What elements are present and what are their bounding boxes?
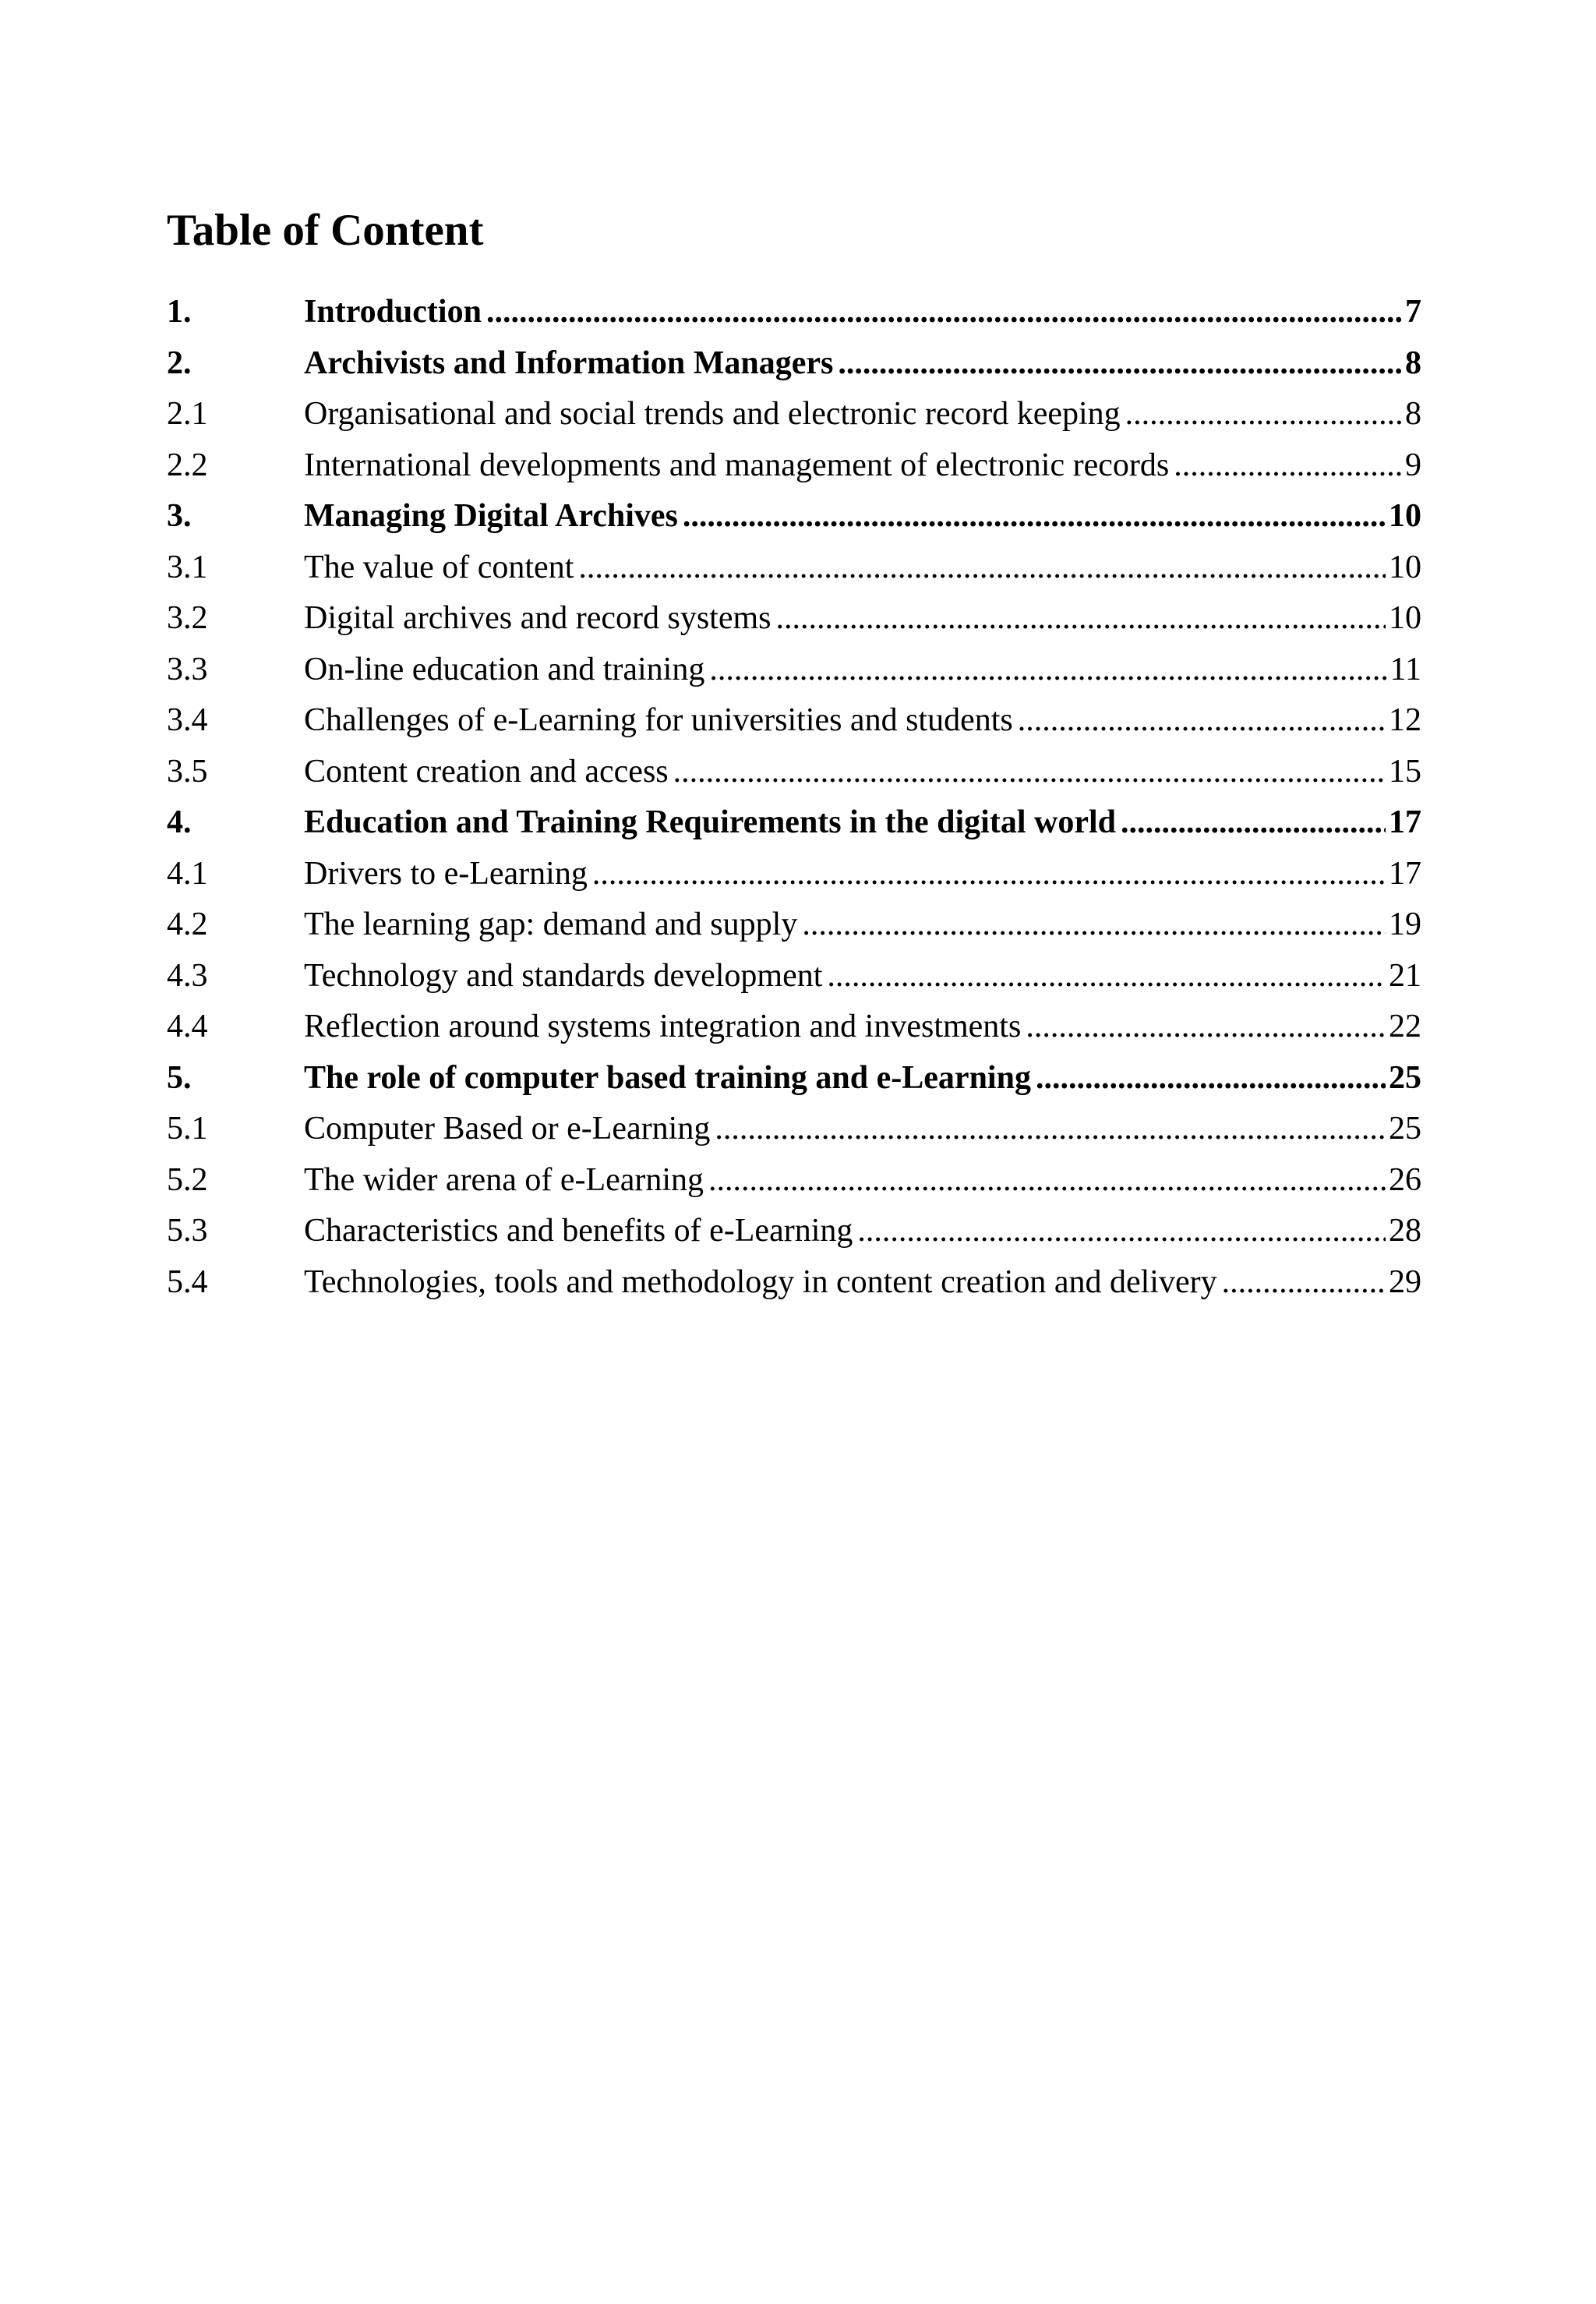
toc-entry-title: Digital archives and record systems	[304, 600, 772, 636]
toc-entry[interactable]	[167, 287, 1421, 338]
toc-dot-leader	[592, 849, 1386, 900]
toc-entry-title: Education and Training Requirements in the digital world	[304, 804, 1117, 840]
toc-entry-title: Archivists and Information Managers	[304, 345, 834, 381]
toc-entry-number: 4.4	[167, 1009, 208, 1044]
toc-entry[interactable]	[167, 593, 1421, 645]
toc-entry-title: Managing Digital Archives	[304, 498, 678, 534]
toc-entry-title: Technology and standards development	[304, 957, 823, 994]
toc-entry-page-number: 7	[1405, 294, 1421, 330]
toc-dot-leader	[1026, 1002, 1386, 1053]
toc-entry-page-number: 10	[1389, 498, 1421, 534]
toc-entry[interactable]	[167, 1053, 1421, 1104]
toc-entry-title: The wider arena of e-Learning	[304, 1161, 704, 1198]
toc-entry-page-number: 29	[1389, 1263, 1421, 1300]
toc-entry-page-number: 21	[1389, 957, 1421, 994]
toc-entry-page-number: 8	[1405, 396, 1421, 432]
toc-entry[interactable]	[167, 1104, 1421, 1155]
toc-entry[interactable]	[167, 951, 1421, 1002]
toc-entry-title: Drivers to e-Learning	[304, 855, 588, 892]
toc-entry[interactable]	[167, 1002, 1421, 1053]
toc-entry[interactable]	[167, 899, 1421, 951]
toc-entry-title: The learning gap: demand and supply	[304, 906, 798, 942]
toc-dot-leader	[827, 951, 1386, 1002]
toc-entry-title: Challenges of e-Learning for universities and students	[304, 702, 1013, 738]
toc-entry-number: 5.4	[167, 1263, 208, 1300]
toc-dot-leader	[857, 1206, 1386, 1257]
toc-dot-leader	[578, 542, 1386, 594]
toc-entry[interactable]	[167, 747, 1421, 798]
toc-entry-page-number: 10	[1389, 600, 1421, 636]
toc-entry-page-number: 9	[1405, 447, 1421, 483]
toc-entry[interactable]	[167, 338, 1421, 390]
toc-dot-leader	[715, 1104, 1386, 1155]
toc-dot-leader	[1018, 695, 1386, 747]
toc-entry-number: 3.5	[167, 753, 208, 790]
toc-entry-number: 2.	[167, 345, 192, 381]
toc-entry-page-number: 17	[1389, 855, 1421, 892]
toc-entry[interactable]	[167, 849, 1421, 900]
toc-dot-leader	[1125, 389, 1402, 440]
toc-entry-page-number: 12	[1389, 702, 1421, 738]
toc-entry-page-number: 19	[1389, 906, 1421, 942]
toc-entry[interactable]	[167, 695, 1421, 747]
toc-entry[interactable]	[167, 645, 1421, 696]
toc-entry-number: 2.1	[167, 396, 208, 432]
toc-entry-number: 3.2	[167, 600, 208, 636]
toc-entry-number: 4.2	[167, 906, 208, 942]
toc-entry-number: 5.1	[167, 1111, 208, 1147]
toc-list	[167, 287, 1421, 1308]
toc-entry-title: Characteristics and benefits of e-Learning	[304, 1213, 853, 1249]
toc-dot-leader	[1121, 797, 1386, 849]
toc-entry-title: International developments and management of electronic records	[304, 447, 1170, 483]
toc-entry[interactable]	[167, 440, 1421, 492]
page-title: Table of Content	[167, 206, 484, 255]
toc-entry-title: The role of computer based training and e-Learning	[304, 1059, 1031, 1096]
toc-dot-leader	[673, 747, 1386, 798]
toc-dot-leader	[775, 593, 1386, 645]
toc-entry-number: 3.3	[167, 651, 208, 687]
toc-entry-page-number: 15	[1389, 753, 1421, 790]
toc-entry-page-number: 10	[1389, 549, 1421, 585]
toc-entry-title: Introduction	[304, 294, 482, 330]
toc-dot-leader	[683, 491, 1386, 542]
toc-entry-page-number: 28	[1389, 1213, 1421, 1249]
toc-entry-title: On-line education and training	[304, 651, 705, 687]
toc-dot-leader	[486, 287, 1402, 338]
toc-dot-leader	[708, 1155, 1386, 1207]
toc-entry-number: 2.2	[167, 447, 208, 483]
toc-entry-number: 4.1	[167, 855, 208, 892]
toc-entry-number: 5.3	[167, 1213, 208, 1249]
toc-dot-leader	[1174, 440, 1402, 492]
toc-entry-number: 5.2	[167, 1161, 208, 1198]
toc-entry-number: 3.1	[167, 549, 208, 585]
toc-entry-page-number: 25	[1389, 1111, 1421, 1147]
toc-entry[interactable]	[167, 542, 1421, 594]
toc-entry-number: 4.3	[167, 957, 208, 994]
toc-entry-number: 3.	[167, 498, 192, 534]
toc-entry-page-number: 25	[1389, 1059, 1421, 1096]
toc-entry-page-number: 17	[1389, 804, 1421, 840]
toc-entry[interactable]	[167, 389, 1421, 440]
toc-entry-page-number: 8	[1405, 345, 1421, 381]
toc-entry-title: Organisational and social trends and electronic record keeping	[304, 396, 1121, 432]
toc-entry[interactable]	[167, 1257, 1421, 1309]
toc-entry-title: The value of content	[304, 549, 574, 585]
toc-dot-leader	[1036, 1053, 1386, 1104]
toc-dot-leader	[709, 645, 1386, 696]
toc-dot-leader	[1222, 1257, 1386, 1309]
toc-entry-number: 5.	[167, 1059, 192, 1096]
toc-entry[interactable]	[167, 491, 1421, 542]
toc-entry-number: 4.	[167, 804, 192, 840]
toc-entry-page-number: 22	[1389, 1009, 1421, 1044]
toc-dot-leader	[802, 899, 1386, 951]
toc-entry-page-number: 26	[1389, 1161, 1421, 1198]
toc-entry-title: Content creation and access	[304, 753, 669, 790]
toc-entry[interactable]	[167, 797, 1421, 849]
toc-entry-page-number: 11	[1389, 651, 1421, 687]
toc-entry[interactable]	[167, 1155, 1421, 1207]
toc-entry-title: Technologies, tools and methodology in content creation and delivery	[304, 1263, 1217, 1300]
toc-entry-number: 1.	[167, 294, 192, 330]
toc-entry[interactable]	[167, 1206, 1421, 1257]
toc-entry-title: Computer Based or e-Learning	[304, 1111, 711, 1147]
toc-entry-title: Reflection around systems integration and investments	[304, 1009, 1022, 1044]
toc-dot-leader	[838, 338, 1402, 390]
toc-entry-number: 3.4	[167, 702, 208, 738]
